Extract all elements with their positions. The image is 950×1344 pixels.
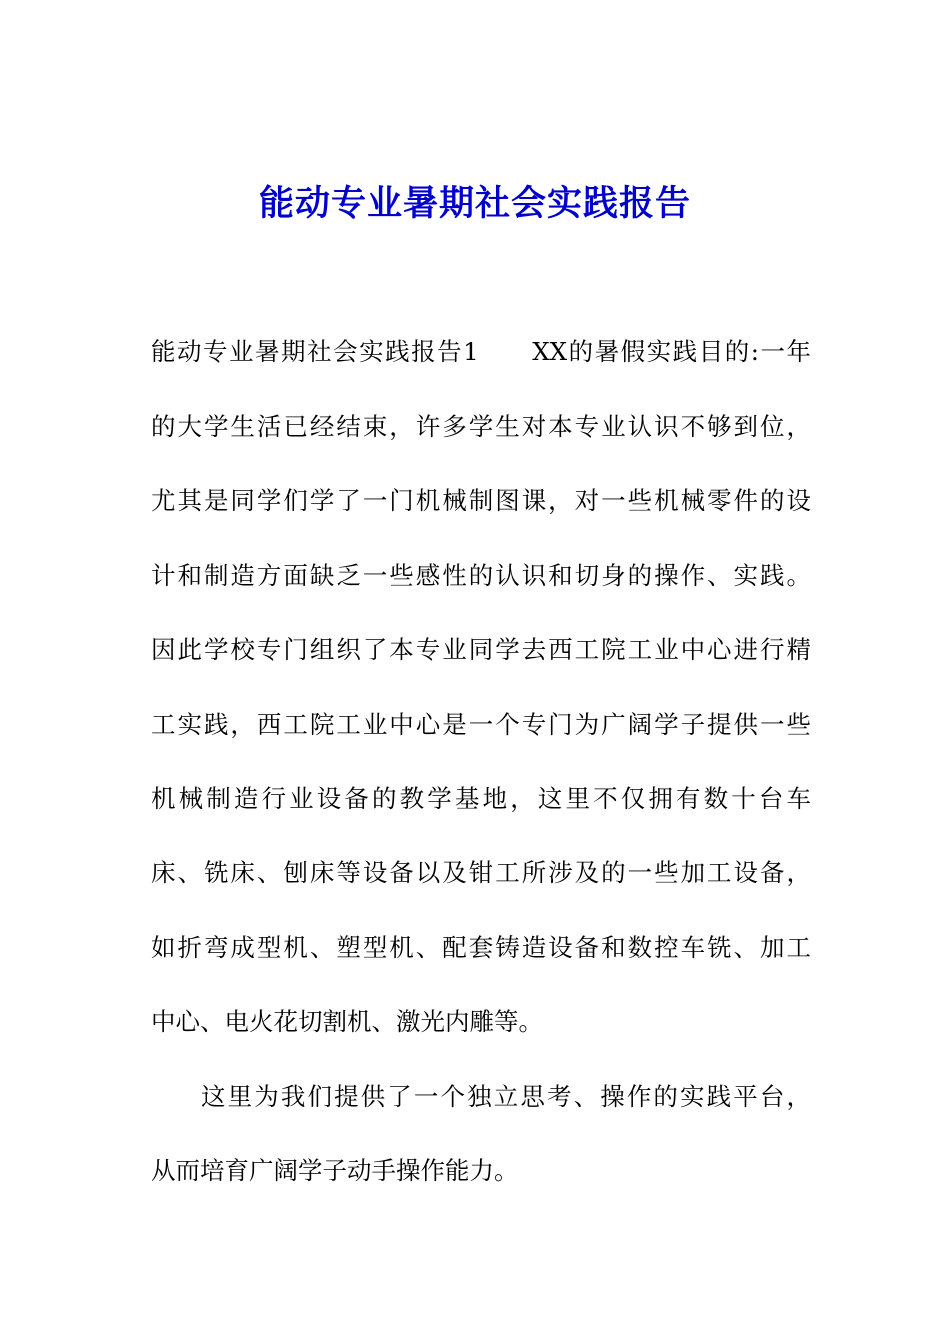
- body-line-6: 工实践，西工院工业中心是一个专门为广阔学子提供一些: [151, 710, 811, 739]
- body-line-3: 尤其是同学们学了一门机械制图课，对一些机械零件的设: [151, 486, 811, 515]
- body-line-1: 能动专业暑期社会实践报告1 XX的暑假实践目的:一年: [151, 337, 811, 366]
- body-line-5: 因此学校专门组织了本专业同学去西工院工业中心进行精: [151, 635, 811, 664]
- body-line-2: 的大学生活已经结束，许多学生对本专业认识不够到位，: [151, 412, 811, 441]
- body-line-11: 这里为我们提供了一个独立思考、操作的实践平台，: [201, 1082, 811, 1111]
- body-line-10: 中心、电火花切割机、激光内雕等。: [151, 1007, 543, 1036]
- body-line-4: 计和制造方面缺乏一些感性的认识和切身的操作、实践。: [151, 561, 811, 590]
- body-line-8: 床、铣床、刨床等设备以及钳工所涉及的一些加工设备，: [151, 858, 811, 887]
- body-line-9: 如折弯成型机、塑型机、配套铸造设备和数控车铣、加工: [151, 933, 811, 962]
- document-title: 能动专业暑期社会实践报告: [258, 184, 691, 224]
- body-line-12: 从而培育广阔学子动手操作能力。: [151, 1156, 519, 1185]
- body-line-7: 机械制造行业设备的教学基地，这里不仅拥有数十台车: [151, 784, 811, 813]
